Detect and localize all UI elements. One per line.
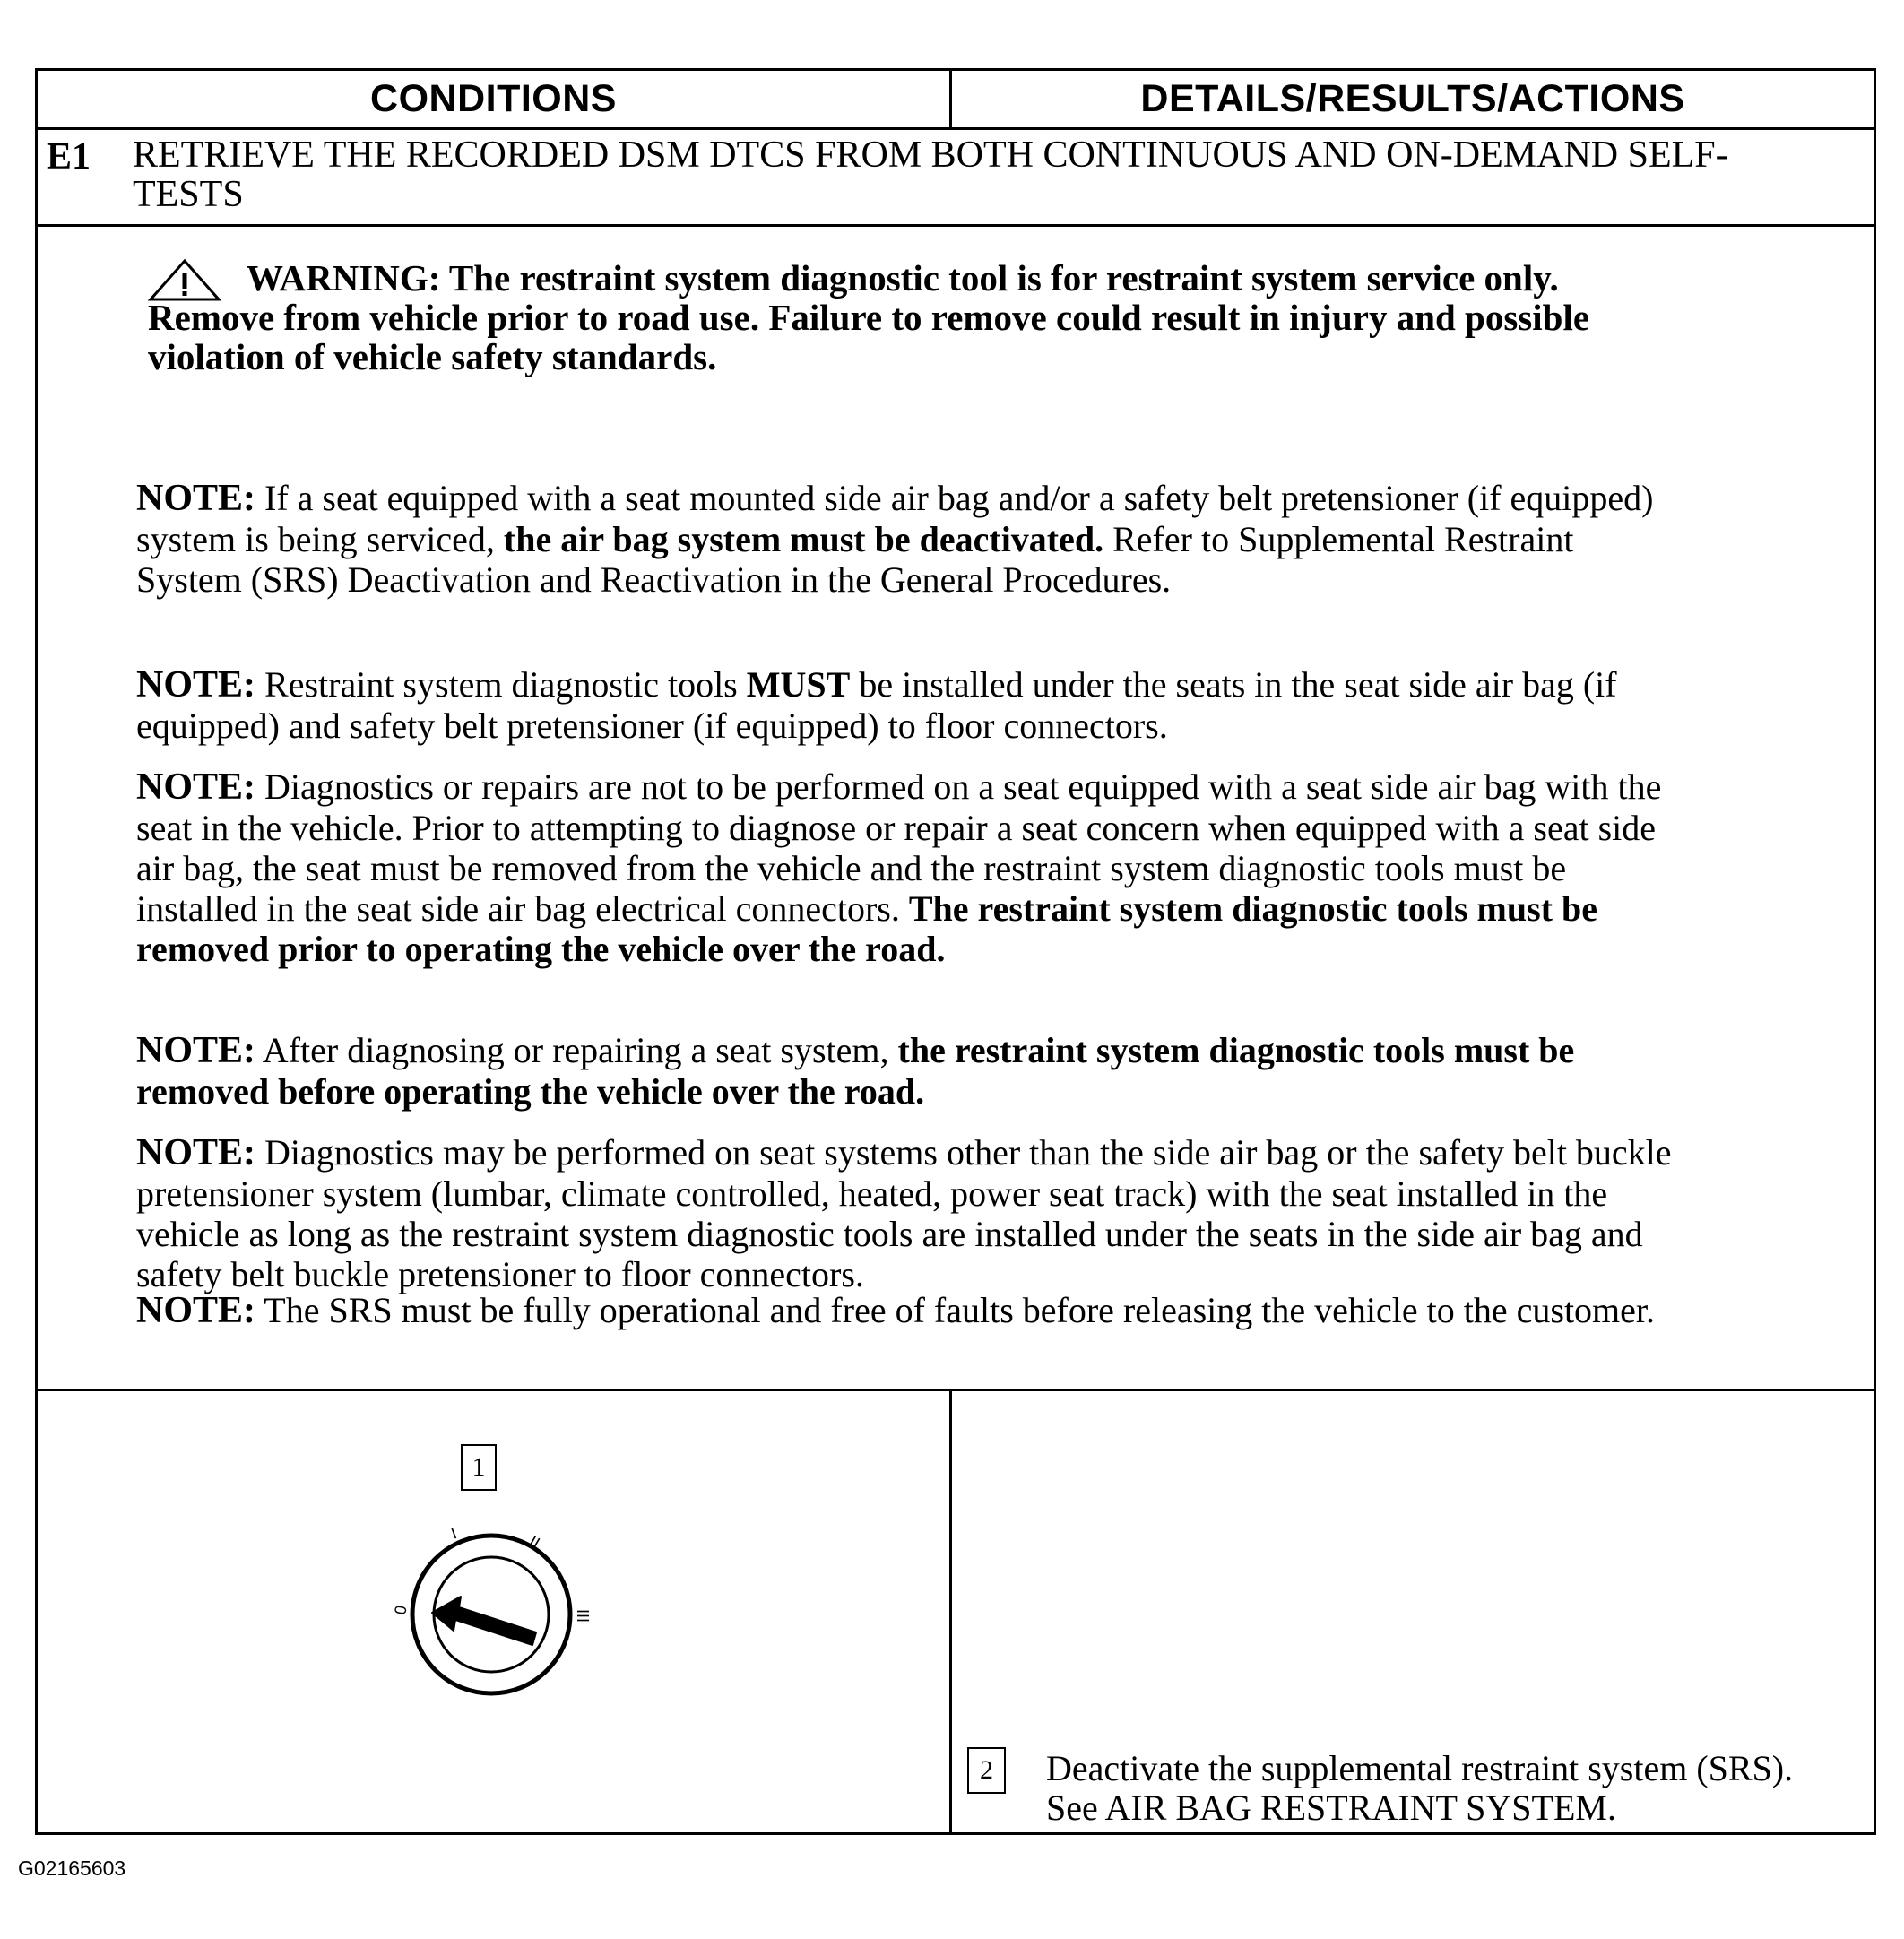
note-label: NOTE: (136, 664, 256, 705)
warning-line-3: violation of vehicle safety standards. (148, 336, 717, 377)
ignition-mark-3: III (574, 1609, 592, 1623)
callout-2: 2 (967, 1747, 1006, 1794)
note-text: Refer to Supplemental Restraint System (SRS) Deactivation and Reactivation in the General Procedures. (136, 519, 1574, 600)
note-5 (136, 1132, 1678, 1294)
step-id: E1 (47, 136, 91, 177)
step-row (38, 130, 1874, 227)
note-label: NOTE: (136, 1290, 256, 1331)
step-title: RETRIEVE THE RECORDED DSM DTCS FROM BOTH CONTINUOUS AND ON-DEMAND SELF-TESTS (133, 134, 1728, 215)
note-4 (136, 1030, 1678, 1112)
notes-section (38, 227, 1874, 1391)
note-bold-text: The restraint system diagnostic tools must be removed prior to operating the vehicle over the road. (136, 888, 1597, 969)
note-label: NOTE: (136, 1030, 256, 1071)
note-2 (136, 664, 1678, 746)
ignition-mark-0: 0 (391, 1604, 411, 1616)
note-text: After diagnosing or repairing a seat system, (255, 1030, 898, 1070)
note-label: NOTE: (136, 478, 256, 519)
note-text: be installed under the seats in the seat side air bag (if equipped) and safety belt pretensioner (if equipped) to floor connectors. (136, 664, 1617, 746)
note-label: NOTE: (136, 766, 256, 808)
note-bold-text: the restraint system diagnostic tools must be removed before operating the vehicle over the road. (136, 1030, 1575, 1112)
warning-line-2: Remove from vehicle prior to road use. Failure to remove could result in injury and possible (148, 297, 1590, 338)
note-text: If a seat equipped with a seat mounted side air bag and/or a safety belt pretensioner (if equipped) system is being serviced, (136, 478, 1654, 559)
warning-line-1: WARNING: The restraint system diagnostic tool is for restraint system service only. (247, 257, 1559, 299)
note-text: Diagnostics or repairs are not to be performed on a seat equipped with a seat side air bag with the seat in the vehicle. Prior to attempting to diagnose or repair a seat concern when equipped with a seat side air bag, the seat must be removed from the vehicle and the restraint system diagnostic tools must be installed in the seat side air bag electrical connectors. (136, 766, 1662, 929)
illustration-cell (38, 1391, 949, 1832)
ignition-switch-icon (385, 1509, 597, 1720)
action-cell (949, 1391, 1874, 1832)
note-1 (136, 478, 1678, 600)
details-header: DETAILS/RESULTS/ACTIONS (949, 71, 1874, 127)
figure-id: G02165603 (18, 1857, 126, 1880)
conditions-header: CONDITIONS (370, 77, 617, 120)
warning-block (148, 258, 1779, 377)
action-text: Deactivate the supplemental restraint system (SRS). See AIR BAG RESTRAINT SYSTEM. (1046, 1748, 1794, 1828)
note-text: The SRS must be fully operational and free of faults before releasing the vehicle to the customer. (255, 1290, 1656, 1330)
table-header-row (38, 71, 1874, 130)
note-label: NOTE: (136, 1132, 256, 1173)
note-3 (136, 766, 1678, 969)
ignition-mark-2: II (526, 1532, 543, 1553)
ignition-mark-1: I (448, 1524, 460, 1543)
warning-triangle-icon (148, 258, 221, 303)
note-6 (136, 1290, 1678, 1331)
note-text: Restraint system diagnostic tools (255, 664, 747, 705)
note-text: Diagnostics may be performed on seat systems other than the side air bag or the safety belt buckle pretensioner system (lumbar, climate controlled, heated, power seat track) with the seat installed in the vehicle as long as the restraint system diagnostic tools are installed under the seats in the side air bag and safety belt buckle pretensioner to floor connectors. (136, 1132, 1672, 1294)
callout-1: 1 (461, 1444, 497, 1491)
procedure-table (35, 68, 1876, 1835)
note-bold-text: the air bag system must be deactivated. (503, 519, 1104, 559)
illustration-row (38, 1391, 1874, 1832)
note-bold-text: MUST (746, 664, 851, 705)
